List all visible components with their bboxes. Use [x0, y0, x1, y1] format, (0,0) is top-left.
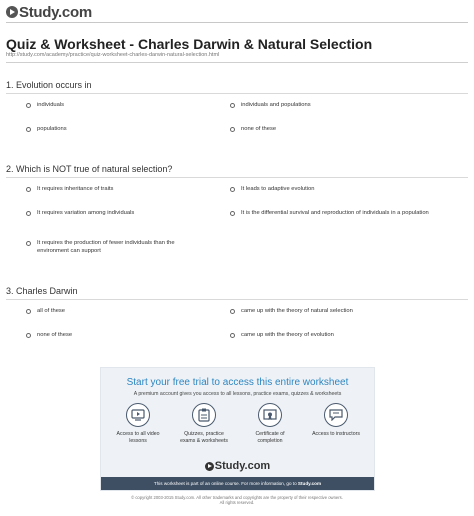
- feature-instructors: [311, 403, 361, 438]
- certificate-icon: [258, 403, 282, 427]
- radio-button[interactable]: [230, 333, 235, 338]
- play-logo-icon: [205, 462, 214, 471]
- logo-text: Study.com: [214, 460, 271, 472]
- instructor-chat-icon: [324, 403, 348, 427]
- answer-option[interactable]: It requires inheritance of traits: [26, 186, 196, 194]
- question-label: 1. Evolution occurs in: [6, 80, 92, 90]
- feature-certificate: [245, 403, 295, 444]
- study-link[interactable]: Study.com: [297, 481, 322, 486]
- page-title: Quiz & Worksheet - Charles Darwin & Natural Selection: [6, 36, 373, 52]
- question-3: [6, 286, 468, 356]
- study-logo[interactable]: [6, 3, 92, 21]
- question-divider: [6, 93, 468, 94]
- free-trial-box: [100, 367, 375, 491]
- title-divider: [6, 62, 468, 63]
- question-2: [6, 164, 468, 264]
- radio-button[interactable]: [26, 211, 31, 216]
- course-info-bar: [101, 477, 374, 490]
- question-label: 2. Which is NOT true of natural selection?: [6, 164, 173, 174]
- course-info-text: This worksheet is part of an online course. For more information, go to: [153, 481, 298, 486]
- answer-option[interactable]: It requires variation among individuals: [26, 210, 196, 218]
- answer-option[interactable]: none of these: [230, 126, 450, 134]
- question-label: 3. Charles Darwin: [6, 286, 78, 296]
- copyright-text: [0, 495, 474, 505]
- radio-button[interactable]: [26, 187, 31, 192]
- study-logo-box[interactable]: [101, 460, 374, 472]
- radio-button[interactable]: [26, 309, 31, 314]
- feature-label: Certificate of completion: [255, 431, 285, 444]
- feature-video-lessons: [113, 403, 163, 444]
- radio-button[interactable]: [26, 127, 31, 132]
- answer-option[interactable]: came up with the theory of natural selection: [230, 308, 450, 316]
- copyright-line-2: All rights reserved.: [219, 500, 255, 505]
- answer-option[interactable]: none of these: [26, 332, 196, 340]
- quiz-clipboard-icon: [192, 403, 216, 427]
- feature-label: Access to all video lessons: [116, 431, 160, 444]
- trial-subtext: A premium account gives you access to all lessons, practice exams, quizzes & worksheets: [133, 391, 342, 397]
- radio-button[interactable]: [26, 241, 31, 246]
- trial-headline[interactable]: Start your free trial to access this entire worksheet: [126, 377, 349, 388]
- radio-button[interactable]: [230, 309, 235, 314]
- play-logo-icon: [6, 6, 18, 18]
- answer-option[interactable]: It requires the production of fewer individuals than the environment can support: [26, 240, 196, 255]
- answer-option[interactable]: It is the differential survival and reproduction of individuals in a population: [230, 210, 430, 218]
- page-url: http://study.com/academy/practice/quiz-worksheet-charles-darwin-natural-selection.html: [6, 52, 220, 58]
- radio-button[interactable]: [26, 333, 31, 338]
- radio-button[interactable]: [230, 211, 235, 216]
- feature-label: Quizzes, practice exams & worksheets: [180, 431, 228, 444]
- answer-option[interactable]: It leads to adaptive evolution: [230, 186, 450, 194]
- answer-option[interactable]: came up with the theory of evolution: [230, 332, 450, 340]
- question-divider: [6, 299, 468, 300]
- answer-option[interactable]: individuals: [26, 102, 196, 110]
- radio-button[interactable]: [230, 103, 235, 108]
- radio-button[interactable]: [230, 127, 235, 132]
- feature-label: Access to instructors: [312, 431, 360, 437]
- header-divider: [6, 22, 468, 23]
- logo-text: Study.com: [19, 3, 92, 21]
- radio-button[interactable]: [26, 103, 31, 108]
- answer-option[interactable]: populations: [26, 126, 196, 134]
- copyright-line: © copyright 2003-2015 Study.com. All other trademarks and copyrights are the property of their respective owners.: [131, 495, 343, 500]
- feature-quizzes: [179, 403, 229, 444]
- video-play-icon: [126, 403, 150, 427]
- answer-option[interactable]: all of these: [26, 308, 196, 316]
- answer-option[interactable]: individuals and populations: [230, 102, 450, 110]
- radio-button[interactable]: [230, 187, 235, 192]
- question-1: [6, 80, 468, 150]
- question-divider: [6, 177, 468, 178]
